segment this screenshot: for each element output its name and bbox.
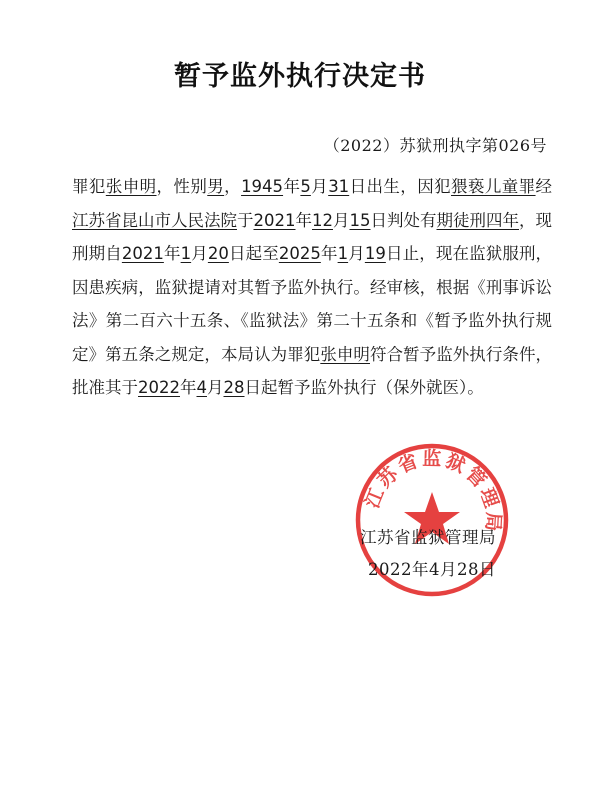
body-text-segment: 年 bbox=[163, 244, 181, 263]
body-text-segment: 月 bbox=[310, 177, 329, 196]
body-text-segment: 年 bbox=[320, 244, 338, 263]
body-paragraph bbox=[72, 170, 552, 405]
body-text-segment: 月 bbox=[333, 210, 350, 230]
filled-field: 20 bbox=[207, 244, 229, 263]
issue-date: 2022年4月28日 bbox=[368, 560, 496, 579]
body-text-segment: 经 bbox=[535, 177, 553, 196]
filled-field: 张申明 bbox=[105, 177, 157, 196]
filled-field: 江苏省昆山市人民法院 bbox=[72, 210, 237, 230]
filled-field: 5 bbox=[300, 177, 311, 196]
document-number: （2022）苏狱刑执字第026号 bbox=[323, 136, 547, 155]
issuer-name: 江苏省监狱管理局 bbox=[360, 528, 496, 547]
filled-field: 期徒刑四年 bbox=[436, 210, 519, 230]
filled-field: 1 bbox=[180, 244, 192, 263]
filled-field: 31 bbox=[328, 177, 350, 196]
body-text-segment: 日起至 bbox=[228, 244, 279, 263]
body-text-segment: 日止，现在监狱服刑，因患疾病，监狱提请对其暂予监外执行。经审核，根据《刑事诉讼法》第二百六十五条、《监狱法》第二十五条和《暂予监外执行规定》第五条之规定，本局认为罪犯 bbox=[72, 244, 553, 364]
body-text-segment: 于 bbox=[237, 210, 254, 230]
filled-field: 1 bbox=[337, 244, 349, 263]
filled-field: 12 bbox=[312, 210, 333, 230]
filled-field: 15 bbox=[349, 210, 371, 230]
document-title: 暂予监外执行决定书 bbox=[174, 61, 426, 92]
body-text-segment: ， bbox=[224, 177, 242, 196]
seal-text: 江苏省监狱管理局 bbox=[361, 447, 505, 535]
body-text-segment: 日判处有 bbox=[370, 210, 437, 230]
body-text-segment: 年 bbox=[180, 378, 197, 397]
body-text-segment: ，现刑期自 bbox=[72, 210, 552, 263]
body-text-segment: 日出生，因犯 bbox=[349, 177, 452, 196]
body-text-segment: 月 bbox=[191, 244, 208, 263]
body-text-segment: 月 bbox=[207, 378, 224, 397]
filled-field: 2021 bbox=[253, 210, 296, 230]
body-text-segment: ，性别 bbox=[156, 177, 208, 196]
body-text-segment: 年 bbox=[295, 210, 312, 230]
filled-field: 19 bbox=[364, 244, 386, 263]
filled-field: 28 bbox=[223, 378, 245, 397]
body-text-segment: 日起暂予监外执行（保外就医）。 bbox=[244, 378, 484, 397]
filled-field: 张申明 bbox=[320, 344, 370, 364]
body-text-segment: 年 bbox=[283, 177, 301, 196]
filled-field: 1945 bbox=[241, 177, 284, 196]
filled-field: 4 bbox=[196, 378, 207, 397]
filled-field: 猥亵儿童罪 bbox=[451, 177, 536, 196]
body-text-segment: 罪犯 bbox=[72, 177, 106, 196]
body-text-segment: 符合暂予监外执行条件，批准其于 bbox=[72, 344, 553, 397]
filled-field: 2025 bbox=[278, 244, 321, 263]
body-text-segment: 月 bbox=[348, 244, 365, 263]
filled-field: 2022 bbox=[138, 378, 180, 397]
document-body bbox=[72, 170, 552, 405]
filled-field: 男 bbox=[207, 177, 225, 196]
filled-field: 2021 bbox=[121, 244, 164, 263]
